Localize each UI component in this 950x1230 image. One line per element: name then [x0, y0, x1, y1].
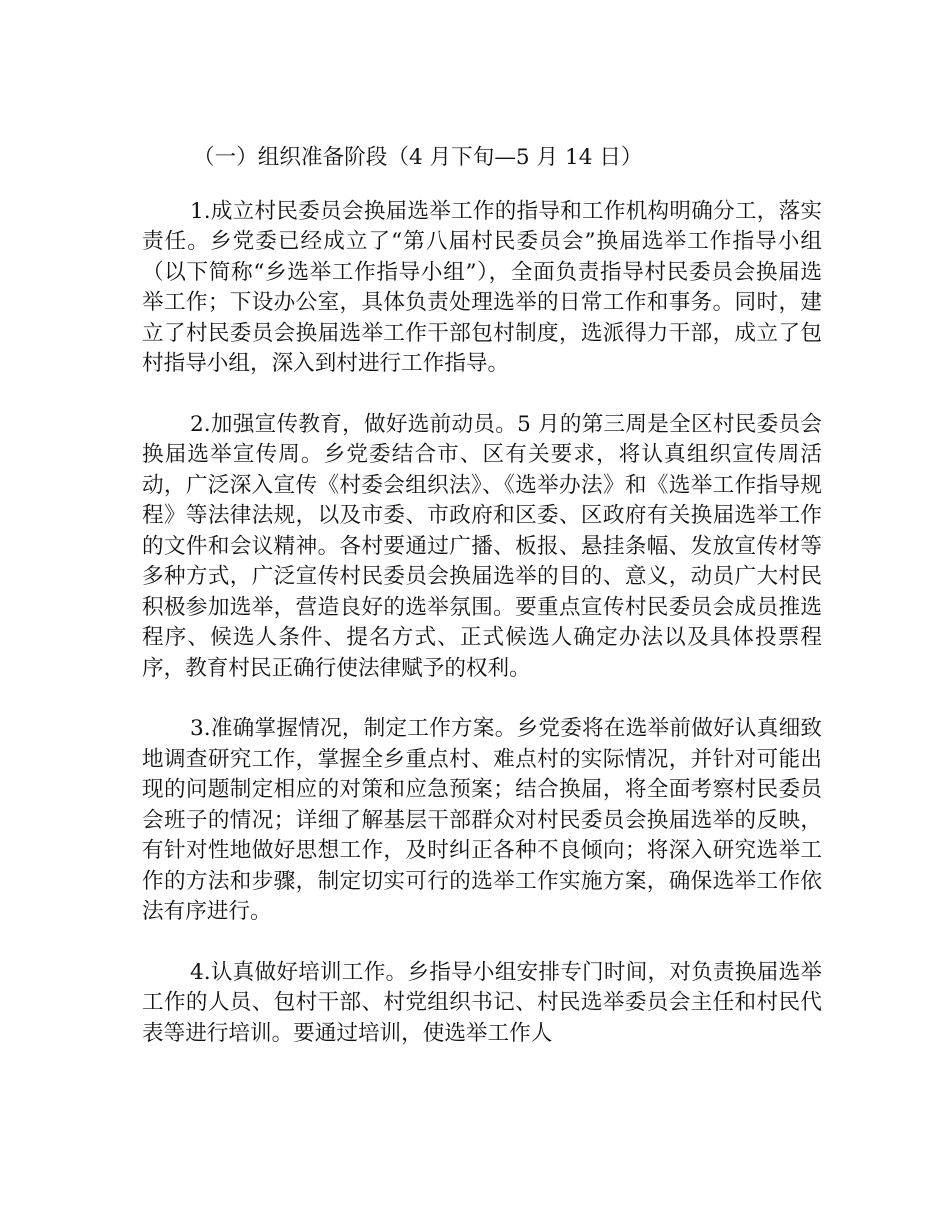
paragraph-4: 4.认真做好培训工作。乡指导小组安排专门时间，对负责换届选举工作的人员、包村干部、村党组织书记、村民选举委员会主任和村民代表等进行培训。要通过培训，使选举工作人 [142, 959, 822, 1046]
paragraph-3: 3.准确掌握情况，制定工作方案。乡党委将在选举前做好认真细致地调查研究工作，掌握全乡重点村、难点村的实际情况，并针对可能出现的问题制定相应的对策和应急预案；结合换届，将全面考察村民委员会班子的情况；详细了解基层干部群众对村民委员会换届选举的反映，有针对性地做好思想工作，及时纠正各种不良倾向；将深入研究选举工作的方法和步骤，制定切实可行的选举工作实施方案，确保选举工作依法有序进行。 [142, 716, 822, 924]
paragraph-2: 2.加强宣传教育，做好选前动员。5 月的第三周是全区村民委员会换届选举宣传周。乡党委结合市、区有关要求，将认真组织宣传周活动，广泛深入宣传《村委会组织法》、《选举办法》和《选举工作指导规程》等法律法规，以及市委、市政府和区委、区政府有关换届选举工作的文件和会议精神。各村要通过广播、板报、悬挂条幅、发放宣传材等多种方式，广泛宣传村民委员会换届选举的目的、意义，动员广大村民积极参加选举，营造良好的选举氛围。要重点宣传村民委员会成员推选程序、候选人条件、提名方式、正式候选人确定办法以及具体投票程序，教育村民正确行使法律赋予的权利。 [142, 411, 822, 681]
paragraph-1: 1.成立村民委员会换届选举工作的指导和工作机构明确分工，落实责任。乡党委已经成立了“第八届村民委员会”换届选举工作指导小组（以下简称“乡选举工作指导小组”），全面负责指导村民委员会换届选举工作；下设办公室，具体负责处理选举的日常工作和事务。同时，建立了村民委员会换届选举工作干部包村制度，选派得力干部，成立了包村指导小组，深入到村进行工作指导。 [142, 198, 822, 376]
document-body [142, 143, 822, 1079]
section-heading: （一）组织准备阶段（4 月下旬—5 月 14 日） [193, 145, 643, 170]
